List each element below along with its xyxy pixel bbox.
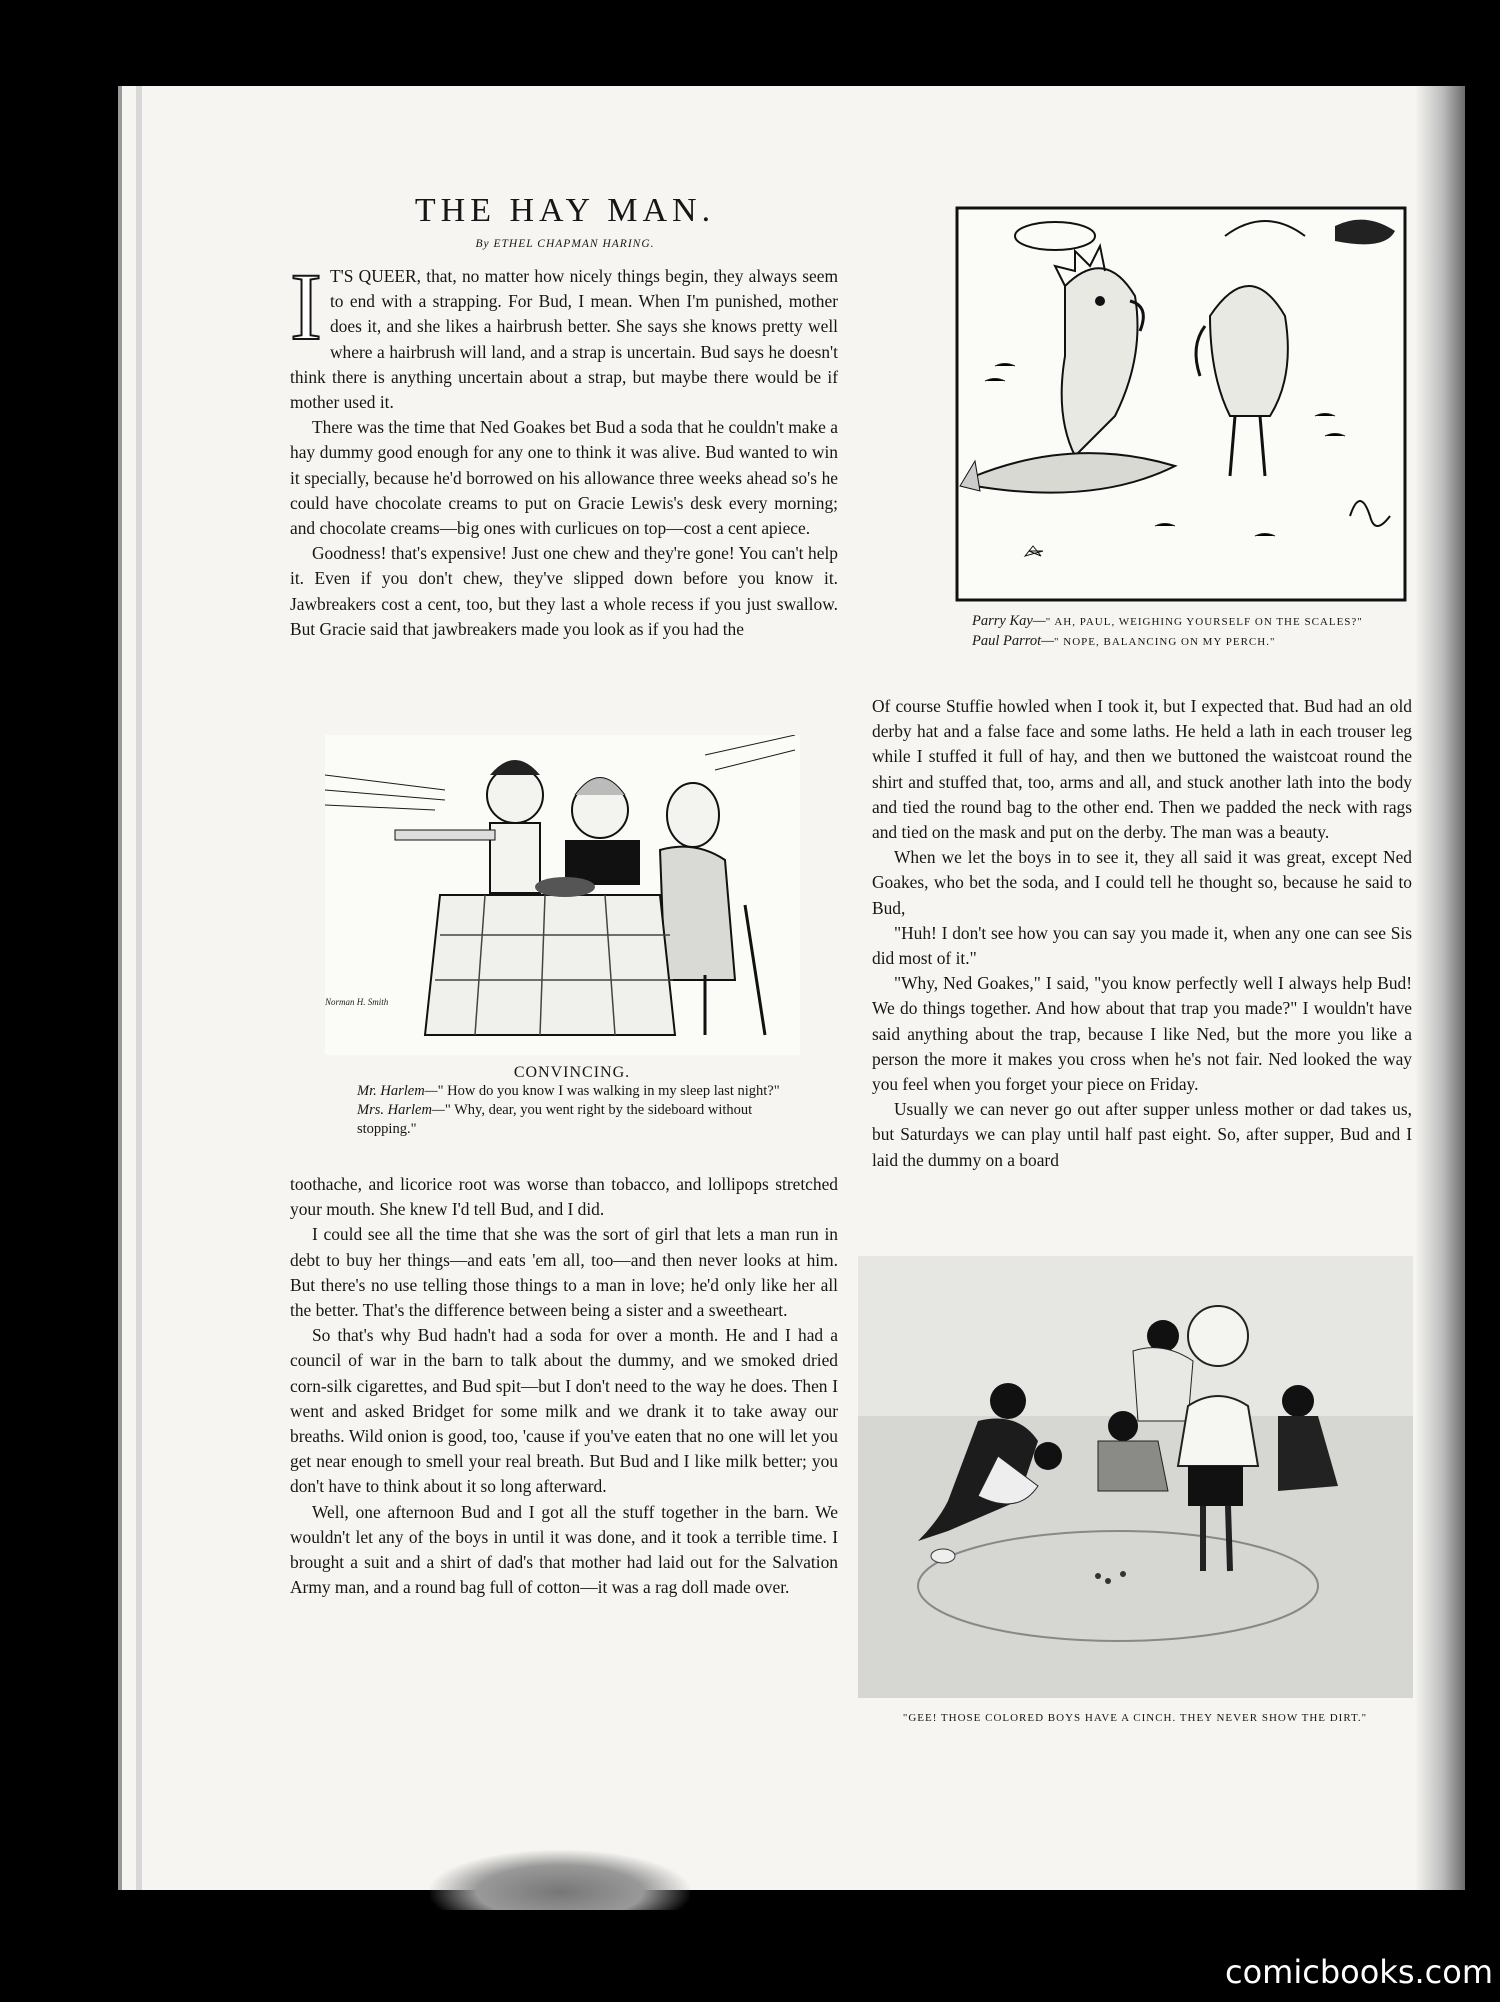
caption-line: " NOPE, BALANCING ON MY PERCH.": [1054, 636, 1276, 648]
convincing-caption: [337, 1063, 807, 1139]
convincing-cartoon: [325, 735, 800, 1055]
paragraph: When we let the boys in to see it, they all said it was great, except Ned Goakes, who bet the soda, and I could tell he thought so, because he said to Bud,: [872, 847, 1412, 918]
parrots-caption: [950, 612, 1390, 652]
white-boy: [1178, 1396, 1258, 1466]
page-gutter-shadow: [1415, 86, 1465, 1890]
caption-line: "GEE! THOSE COLORED BOYS HAVE A CINCH. THEY NEVER SHOW THE DIRT.": [902, 1712, 1368, 1724]
caption-line: " Why, dear, you went right by the sideboard without stopping.": [357, 1102, 753, 1137]
caption-line: " AH, PAUL, WEIGHING YOURSELF ON THE SCALES?": [1045, 616, 1363, 628]
paragraph: "Huh! I don't see how you can say you made it, when any one can see Sis did most of it.": [872, 922, 1412, 969]
paragraph: toothache, and licorice root was worse than tobacco, and lollipops stretched your mouth. She knew I'd tell Bud, and I did.: [290, 1174, 838, 1220]
parrots-cartoon: [955, 206, 1407, 602]
man-head: [667, 783, 719, 847]
caption-speaker: Parry Kay—: [972, 613, 1046, 629]
tablecloth: [425, 895, 675, 1035]
paragraph: "Why, Ned Goakes," I said, "you know perfectly well I always help Bud! We do things together. And how about that trap you made?" I wouldn't have said anything about the trap, because I like Ned, but the more you like a person the more it makes you cross when he's not fair. Ned looked the way you feel when you forget your piece on Friday.: [872, 973, 1412, 1095]
paragraph: I could see all the time that she was the sort of girl that lets a man run in debt to buy her things—and eats 'em all, too—and then never looks at him. But there's no use telling those things to a man in love; he'd only like her all the better. That's the difference between being a sister and a sweetheart.: [290, 1224, 838, 1321]
artist-signature: Norman H. Smith: [325, 997, 389, 1007]
article-title: THE HAY MAN.: [414, 192, 716, 229]
boy-standing: [1133, 1348, 1193, 1421]
page-binding-edge: [136, 86, 142, 1890]
right-column: [872, 694, 1412, 1173]
caption-title: CONVINCING.: [513, 1064, 631, 1081]
paragraph: Goodness! that's expensive! Just one chew and they're gone! You can't help it. Even if you don't chew, they've slipped down before you know it. Jawbreakers cost a cent, too, but they last a whole recess if you just swallow. But Gracie said that jawbreakers made you look as if you had the: [290, 543, 838, 639]
marbles-cartoon: [858, 1256, 1413, 1698]
paragraph: So that's why Bud hadn't had a soda for over a month. He and I had a council of war in the barn to talk about the dummy, and we smoked dried corn-silk cigarettes, and Bud spit—but I don't need to the way he does. Then I went and asked Bridget for some milk and we drank it to take away our breaths. Wild onion is good, too, 'cause if you've eaten that no one will let you get near enough to smell your real breath. But Bud and I like milk better; you don't have to think about it so long afterward.: [290, 1325, 838, 1497]
caption-line: " How do you know I was walking in my sleep last night?": [437, 1083, 780, 1099]
site-watermark: comicbooks.com: [1225, 1953, 1494, 1991]
caption-speaker: Mr. Harlem—: [357, 1083, 438, 1099]
marbles-caption: [850, 1708, 1420, 1728]
caption-speaker: Mrs. Harlem—: [357, 1102, 445, 1118]
left-column-top: [290, 253, 838, 642]
article-byline: By ETHEL CHAPMAN HARING.: [475, 238, 655, 250]
drop-cap: I: [290, 253, 322, 360]
fish: [975, 453, 1175, 493]
maid-head: [487, 767, 543, 823]
left-column-bottom: [290, 1172, 838, 1600]
paragraph: Of course Stuffie howled when I took it, but I expected that. Bud had an old derby hat and a false face and some laths. He held a lath in each trouser leg while I stuffed it full of hay, and then we buttoned the waistcoat round the shirt and stuffed that, too, arms and all, and stuck another lath into the body and tied the round bag to the other end. Then we padded the neck with rags and tied on the mask and put on the derby. The man was a beauty.: [872, 696, 1412, 843]
page-stain: [430, 1850, 690, 1910]
paragraph: Usually we can never go out after supper unless mother or dad takes us, but Saturdays we can play until half past eight. So, after supper, Bud and I laid the dummy on a board: [872, 1099, 1412, 1170]
parrot-right: [1210, 286, 1288, 416]
paragraph: There was the time that Ned Goakes bet Bud a soda that he couldn't make a hay dummy good enough for any one to think it was alive. Bud wanted to win it specially, because he'd borrowed on his allowance three weeks ahead so's he could have chocolate creams to put on Gracie Lewis's desk every morning; and chocolate creams—big ones with curlicues on top—cost a cent apiece.: [290, 417, 838, 539]
paragraph: T'S QUEER, that, no matter how nicely things begin, they always seem to end with a strapping. For Bud, I mean. When I'm punished, mother does it, and she likes a hairbrush better. She says she knows pretty well where a hairbrush will land, and a strap is uncertain. Bud says he doesn't think there is anything uncertain about a strap, but maybe there would be if mother used it.: [290, 266, 838, 413]
caption-speaker: Paul Parrot—: [972, 633, 1055, 649]
paragraph: Well, one afternoon Bud and I got all the stuff together in the barn. We wouldn't let any of the boys in until it was done, and it took a terrible time. I brought a suit and a shirt of dad's that mother had laid out for the Salvation Army man, and a round bag full of cotton—it was a rag doll made over.: [290, 1501, 838, 1598]
